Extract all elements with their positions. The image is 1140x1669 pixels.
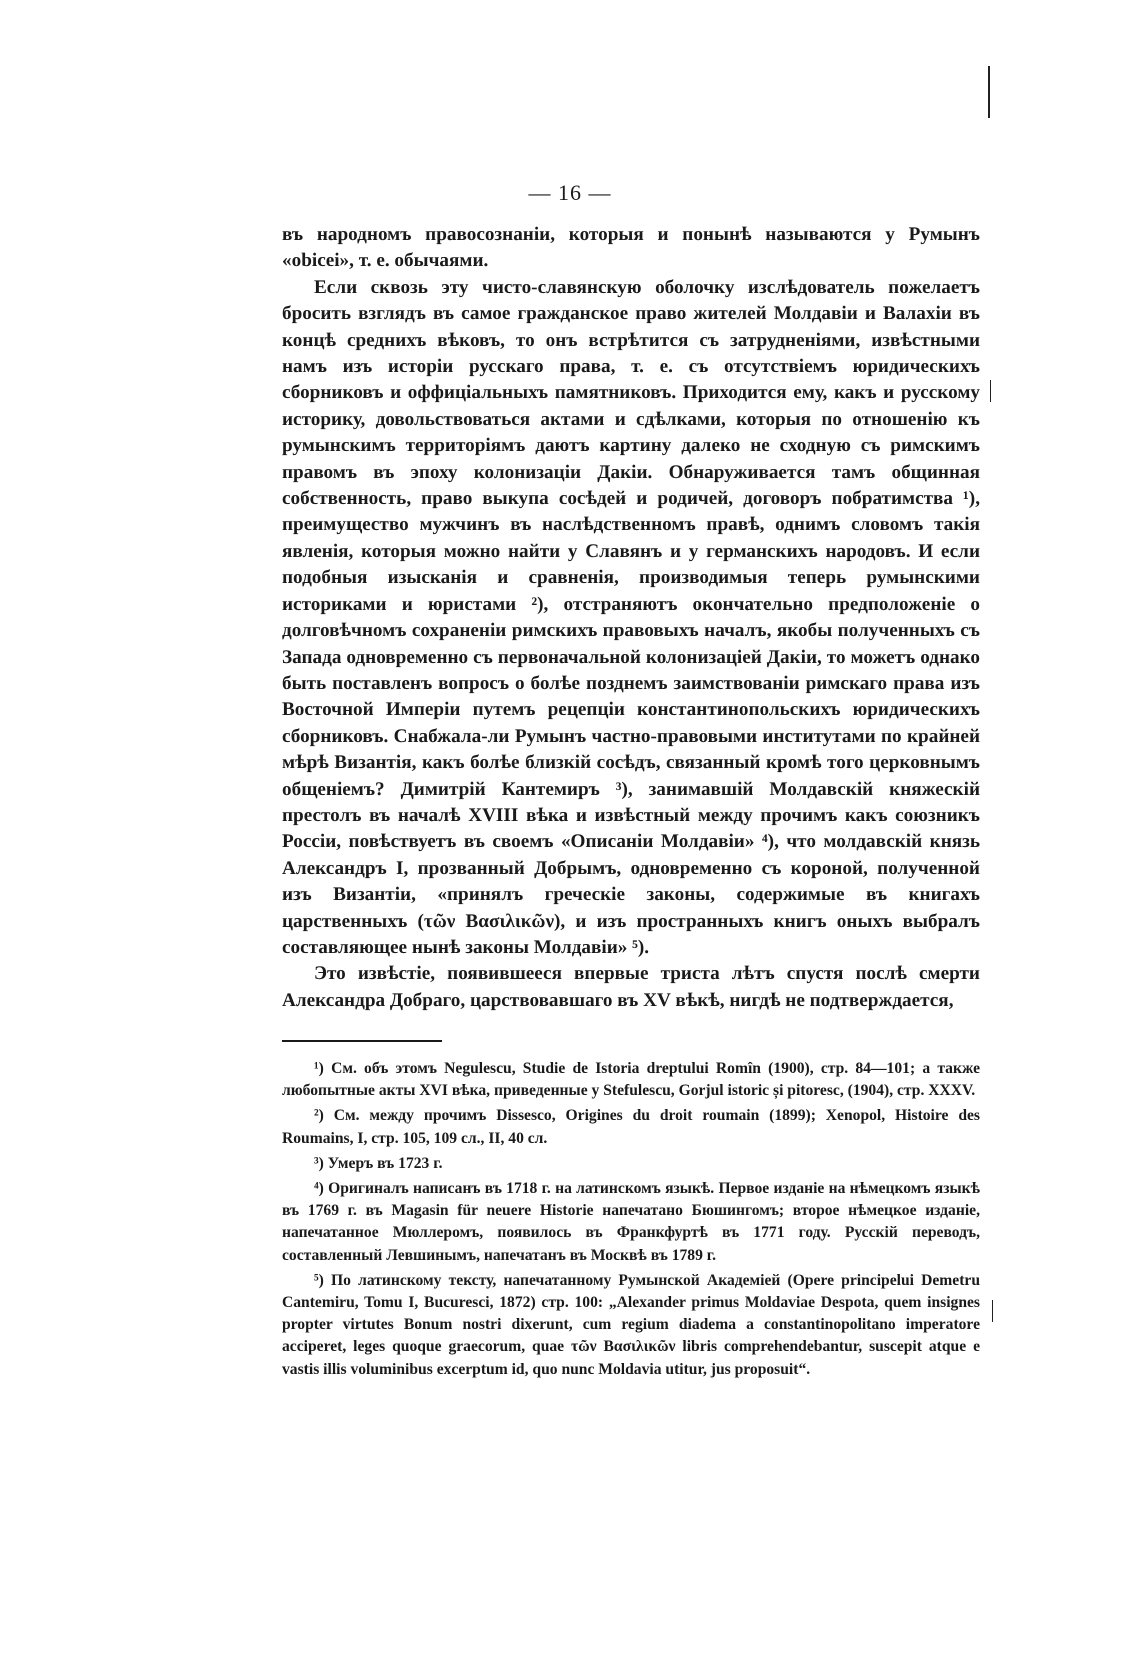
footnote-separator bbox=[282, 1040, 442, 1042]
paragraph: въ народномъ правосознаніи, которыя и понынѣ называются у Румынъ «obicei», т. е. обычаями. bbox=[282, 224, 980, 272]
scan-margin-mark bbox=[988, 66, 990, 118]
paragraph: Это извѣстіе, появившееся впервые триста лѣтъ спустя послѣ смерти Александра Добраго, царствовавшаго въ XV вѣкѣ, нигдѣ не подтверждается, bbox=[282, 963, 980, 1011]
main-text bbox=[282, 222, 980, 1014]
footnotes bbox=[282, 1058, 980, 1384]
page-number: — 16 — bbox=[528, 180, 612, 205]
footnote: ³) Умеръ въ 1723 г. bbox=[314, 1154, 443, 1172]
scan-margin-mark bbox=[990, 380, 991, 402]
scan-margin-mark bbox=[992, 1300, 993, 1322]
footnote: ²) См. между прочимъ Dissesco, Origines du droit roumain (1899); Xenopol, Histoire des Roumains, I, стр. 105, 109 сл., II, 40 сл. bbox=[282, 1107, 980, 1147]
paragraph: Если сквозь эту чисто-славянскую оболочку изслѣдователь пожелаетъ бросить взглядъ въ самое гражданское право жителей Молдавіи и Валахіи въ концѣ среднихъ вѣковъ, то онъ встрѣтится съ затрудненіями, извѣстными намъ изъ исторіи русскаго права, т. е. съ отсутствіемъ юридическихъ сборниковъ и оффиціальныхъ памятниковъ. Приходится ему, какъ и русскому историку, довольствоваться актами и сдѣлками, которыя по отношенію къ румынскимъ территоріямъ даютъ картину далеко не сходную съ римскимъ правомъ въ эпоху колонизаціи Дакіи. Обнаруживается тамъ общинная собственность, право выкупа сосѣдей и родичей, договоръ побратимства ¹), преимущество мужчинъ въ наслѣдственномъ правѣ, однимъ словомъ такія явленія, которыя можно найти у Славянъ и у германскихъ народовъ. И если подобныя изысканія и сравненія, производимыя теперь румынскими историками и юристами ²), отстраняютъ окончательно предположеніе о долговѣчномъ сохраненіи римскихъ правовыхъ началъ, якобы полученныхъ съ Запада одновременно съ первоначальной колонизаціей Дакіи, то можетъ однако быть поставленъ вопросъ о болѣе позднемъ заимствованіи римскаго права изъ Восточной Имперіи путемъ рецепціи константинопольскихъ юридическихъ сборниковъ. Снабжала-ли Румынъ частно-правовыми институтами по крайней мѣрѣ Византія, какъ болѣе близкій сосѣдъ, связанный кромѣ того церковнымъ общеніемъ? Димитрій Кантемиръ ³), занимавшій Молдавскій княжескій престолъ въ началѣ XVIII вѣка и извѣстный между прочимъ какъ союзникъ Россіи, повѣствуетъ въ своемъ «Описаніи Молдавіи» ⁴), что молдавскій князь Александръ I, прозванный Добрымъ, одновременно съ короной, полученной изъ Византіи, «принялъ греческіе законы, содержимые въ книгахъ царственныхъ (τῶν Βασιλικῶν), и изъ пространныхъ книгъ оныхъ выбралъ составляющее нынѣ законы Молдавіи» ⁵). bbox=[282, 276, 980, 958]
footnote: ⁴) Оригиналъ написанъ въ 1718 г. на латинскомъ языкѣ. Первое изданіе на нѣмецкомъ языкѣ въ 1769 г. въ Magasin für neuere Historie напечатано Бюшингомъ; второе нѣмецкое изданіе, напечатанное Мюллеромъ, появилось въ Франкфуртѣ въ 1771 году. Русскій переводъ, составленный Левшинымъ, напечатанъ въ Москвѣ въ 1789 г. bbox=[282, 1180, 980, 1264]
footnote: ¹) См. объ этомъ Negulescu, Studie de Istoria dreptului Romîn (1900), стр. 84—101; а также любопытные акты XVI вѣка, приведенные у Stefulescu, Gorjul istoric și pitoresc, (1904), стр. XXXV. bbox=[282, 1060, 980, 1100]
footnote: ⁵) По латинскому тексту, напечатанному Румынской Академіей (Opere principelui Demetru Cantemiru, Tomu I, Bucuresci, 1872) стр. 100: „Alexander primus Moldaviae Despota, quem insignes propter virtutes Bonum nostri dixerunt, cum regium diadema a constantinopolitano imperatore acciperet, leges quoque graecorum, quae τῶν Βασιλικῶν libris comprehendebantur, suscepit atque e vastis illis voluminibus excerptum id, quo nunc Moldavia utitur, jus proposuit“. bbox=[282, 1271, 980, 1378]
